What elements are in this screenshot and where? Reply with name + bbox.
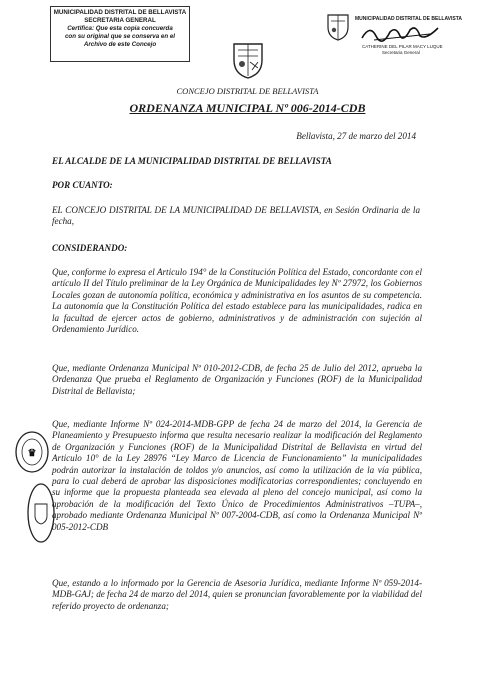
stamp-line-2: SECRETARIA GENERAL: [84, 17, 156, 24]
handwritten-signature-icon: [360, 22, 440, 44]
signature-line-3: Secretaria General: [382, 50, 420, 55]
signature-line-1: MUNICIPALIDAD DISTRITAL DE BELLAVISTA: [355, 16, 463, 22]
por-cuanto-heading: POR CUANTO:: [52, 180, 113, 190]
side-seal-bottom-icon: [26, 482, 56, 544]
secretary-crest-icon: [325, 12, 351, 42]
mayor-line: EL ALCALDE DE LA MUNICIPALIDAD DISTRITAL DE BELLAVISTA: [52, 156, 332, 166]
document-title: ORDENANZA MUNICIPAL Nº 006-2014-CDB: [129, 101, 366, 115]
dateline: Bellavista, 27 de marzo del 2014: [296, 131, 416, 141]
certification-stamp: [50, 6, 190, 62]
considerando-heading: CONSIDERANDO:: [52, 243, 128, 253]
stamp-line-1: MUNICIPALIDAD DISTRITAL DE BELLAVISTA: [53, 9, 187, 16]
signature-line-2: CATHERINE DEL PILAR MACY LUQUE: [362, 44, 443, 49]
side-seal-top-icon: [14, 430, 50, 474]
council-paragraph: EL CONCEJO DISTRITAL DE LA MUNICIPALIDAD DE BELLAVISTA, en Sesión Ordinaria de la fecha,: [52, 205, 420, 227]
paragraph-3: Que, mediante Informe Nº 024-2014-MDB-GPP de fecha 24 de marzo del 2014, la Gerencia de Planeamiento y Presupuesto informa que resulta necesario realizar la modificación del Reglamento de Organización y Funciones (ROF) de la Municipalidad Distrital de Bellavista en virtud del Articulo 10° de la Ley 28976 “Ley Marco de Licencia de Funcionamiento” la municipalidades podrán autorizar la instalación de toldos y/o anuncios, así como la utilización de la vía pública, para lo cual deberá de aprobar las disposiciones modificatorias correspondientes; concluyendo en su informe que la propuesta planteada sea elevada al pleno del concejo municipal, así como la aprobación de la modificación del Texto Único de Procedimientos Administrativos –TUPA–, aprobado mediante Ordenanza Municipal Nº 007-2004-CDB, así como la Ordenanza Municipal Nº 005-2012-CDB: [52, 419, 422, 532]
council-header: CONCEJO DISTRITAL DE BELLAVISTA: [176, 86, 319, 96]
stamp-line-5: Archivo de este Concejo: [83, 41, 157, 48]
paragraph-2: Que, mediante Ordenanza Municipal Nº 010-2012-CDB, de fecha 25 de Julio del 2012, aprueba la Ordenanza Que prueba el Reglamento de Organización y Funciones (ROF) de la Municipalidad Distrital de Bellavista;: [52, 363, 422, 396]
stamp-line-4: con su original que se conserva en el: [64, 33, 176, 40]
paragraph-1: Que, conforme lo expresa el Articulo 194° de la Constitución Política del Estado, concordante con el artículo II del Título preliminar de la Ley Orgánica de Municipalidades ley Nº 27972, los Gobiernos Locales gozan de autonomía política, económica y administrativa en los asuntos de su competencia. La autonomía que la Constitución Política del estado establece para las municipalidades, radica en la facultad de ejercer actos de gobierno, administrativos y de administración con sujeción al Ordenamiento Jurídico.: [52, 267, 422, 335]
svg-text:♛: ♛: [27, 448, 37, 459]
stamp-line-3: Certifica: Que esta copia concuerda: [67, 25, 173, 32]
municipal-crest-icon: [230, 40, 266, 80]
paragraph-4: Que, estando a lo informado por la Gerencia de Asesoria Jurídica, mediante Informe Nº 059-2014-MDB-GAJ; de fecha 24 de marzo del 2014, quien se pronuncian favorablemente por la viabilidad del referido proyecto de ordenanza;: [52, 578, 422, 611]
